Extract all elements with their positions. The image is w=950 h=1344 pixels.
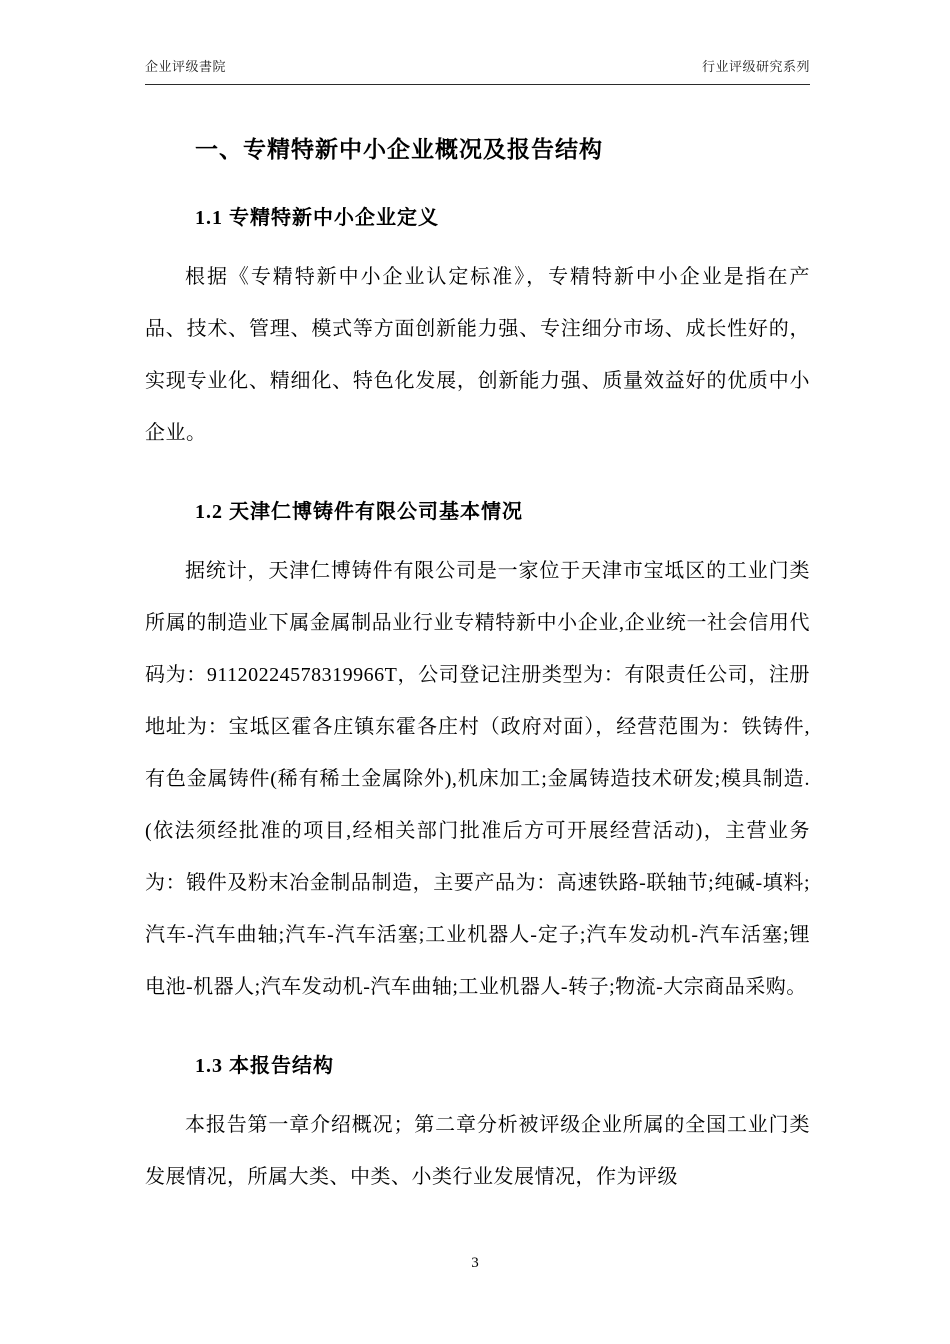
section-1-3: [145, 1053, 810, 1203]
section-1-1: [145, 205, 810, 459]
section-1-3-paragraph: 本报告第一章介绍概况；第二章分析被评级企业所属的全国工业门类发展情况，所属大类、中类、小类行业发展情况，作为评级: [145, 1113, 810, 1188]
section-1-1-paragraph: 根据《专精特新中小企业认定标准》，专精特新中小企业是指在产品、技术、管理、模式等方面创新能力强、专注细分市场、成长性好的，实现专业化、精细化、特色化发展，创新能力强、质量效益好的优质中小企业。: [145, 265, 810, 444]
page-title: 一、专精特新中小企业概况及报告结构: [195, 137, 603, 162]
header-left-text: 企业评级書院: [145, 59, 227, 74]
section-heading-1-2: 1.2 天津仁博铸件有限公司基本情况: [195, 500, 523, 523]
header-right-text: 行业评级研究系列: [701, 59, 810, 74]
section-heading-1-3: 1.3 本报告结构: [195, 1054, 334, 1077]
section-heading-1-1: 1.1 专精特新中小企业定义: [195, 206, 439, 229]
page-number: 3: [471, 1255, 479, 1271]
page-header: [145, 56, 810, 75]
section-1-2: [145, 499, 810, 1013]
section-1-2-paragraph: 据统计，天津仁博铸件有限公司是一家位于天津市宝坻区的工业门类所属的制造业下属金属制品业行业专精特新中小企业,企业统一社会信用代码为：91120224578319966T，公司登记注册类型为：有限责任公司，注册地址为：宝坻区霍各庄镇东霍各庄村（政府对面），经营范围为：铁铸件,有色金属铸件(稀有稀土金属除外),机床加工;金属铸造技术研发;模具制造.(依法须经批准的项目,经相关部门批准后方可开展经营活动)，主营业务为：锻件及粉末冶金制品制造，主要产品为：高速铁路-联轴节;纯碱-填料;汽车-汽车曲轴;汽车-汽车活塞;工业机器人-定子;汽车发动机-汽车活塞;锂电池-机器人;汽车发动机-汽车曲轴;工业机器人-转子;物流-大宗商品采购。: [145, 559, 810, 998]
header-divider: [145, 84, 810, 85]
